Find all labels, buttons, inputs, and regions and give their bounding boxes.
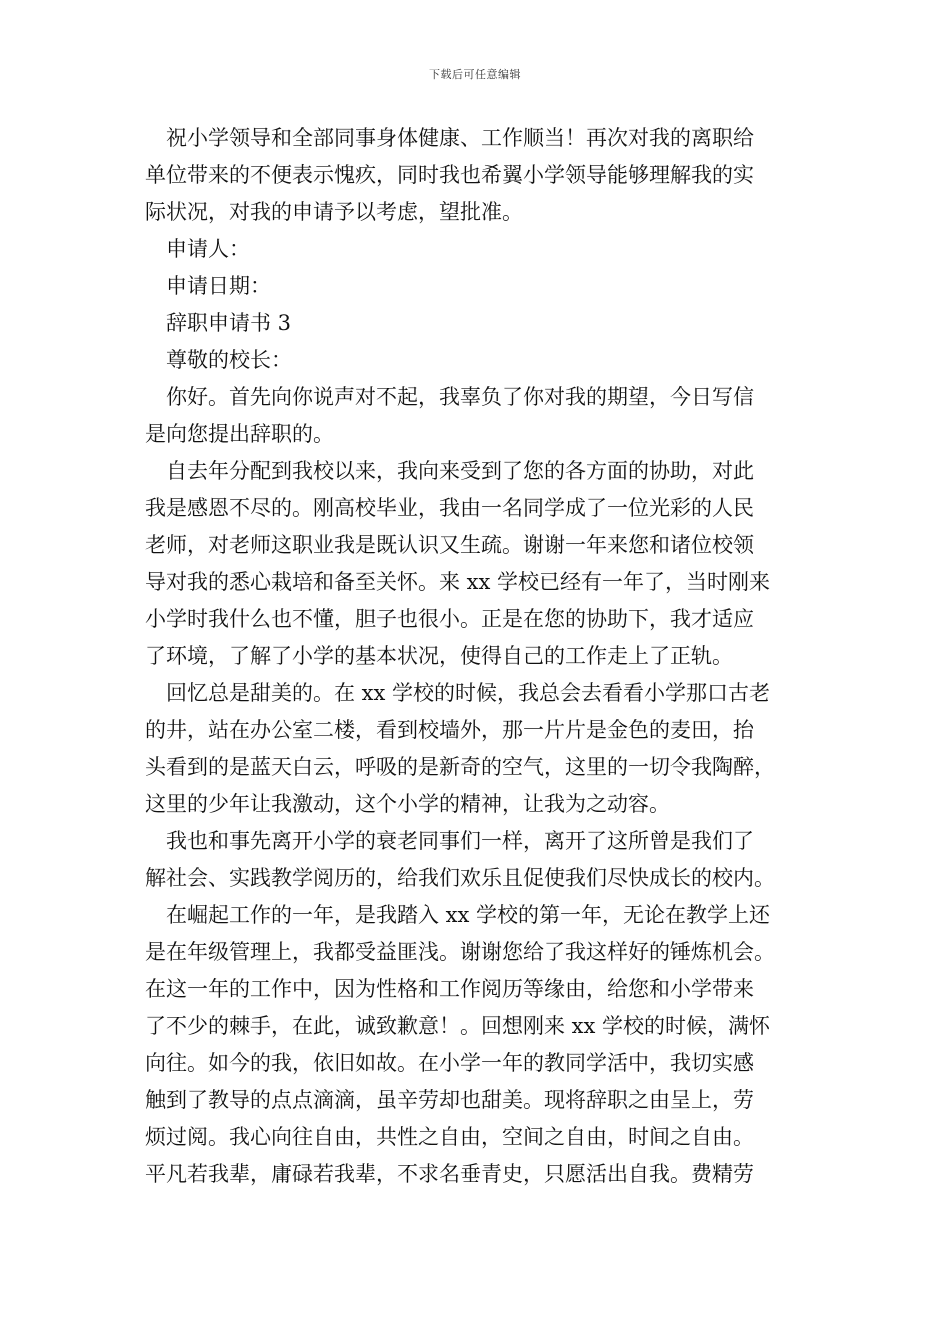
text-line: 的井，站在办公室二楼，看到校墙外，那一片片是金色的麦田，抬	[145, 718, 754, 742]
text-line: 我也和事先离开小学的衰老同事们一样，离开了这所曾是我们了	[166, 829, 754, 853]
text-line: 是向您提出辞职的。	[145, 422, 334, 446]
text-line: 导对我的悉心栽培和备至关怀。来 xx 学校已经有一年了，当时刚来	[145, 570, 771, 594]
application-date-label: 申请日期：	[166, 274, 271, 298]
text-line: 头看到的是蓝天白云，呼吸的是新奇的空气，这里的一切令我陶醉，	[145, 755, 775, 779]
text-line: 祝小学领导和全部同事身体健康、工作顺当！再次对我的离职给	[166, 126, 754, 150]
text-line: 解社会、实践教学阅历的，给我们欢乐且促使我们尽快成长的校内。	[145, 866, 775, 890]
text-line: 小学时我什么也不懂，胆子也很小。正是在您的协助下，我才适应	[145, 607, 754, 631]
text-line: 是在年级管理上，我都受益匪浅。谢谢您给了我这样好的锤炼机会。	[145, 940, 775, 964]
text-line: 触到了教导的点点滴滴，虽辛劳却也甜美。现将辞职之由呈上，劳	[145, 1088, 754, 1112]
text-line: 老师，对老师这职业我是既认识又生疏。谢谢一年来您和诸位校领	[145, 533, 754, 557]
text-line: 烦过阅。我心向往自由，共性之自由，空间之自由，时间之自由。	[145, 1125, 754, 1149]
document-body	[145, 120, 810, 1193]
text-line: 自去年分配到我校以来，我向来受到了您的各方面的协助，对此	[166, 459, 754, 483]
text-line: 这里的少年让我激动，这个小学的精神，让我为之动容。	[145, 792, 670, 816]
section-title: 辞职申请书 3	[166, 311, 292, 335]
text-line: 了环境，了解了小学的基本状况，使得自己的工作走上了正轨。	[145, 644, 733, 668]
text-line: 你好。首先向你说声对不起，我辜负了你对我的期望，今日写信	[166, 385, 754, 409]
page-header: 下载后可任意编辑	[429, 68, 521, 81]
text-line: 回忆总是甜美的。在 xx 学校的时候，我总会去看看小学那口古老	[166, 681, 771, 705]
text-line: 单位带来的不便表示愧疚，同时我也希翼小学领导能够理解我的实	[145, 163, 754, 187]
text-line: 向往。如今的我，依旧如故。在小学一年的教同学活中，我切实感	[145, 1051, 754, 1075]
text-line: 在这一年的工作中，因为性格和工作阅历等缘由，给您和小学带来	[145, 977, 754, 1001]
text-line: 际状况，对我的申请予以考虑，望批准。	[145, 200, 523, 224]
text-line: 在崛起工作的一年，是我踏入 xx 学校的第一年，无论在教学上还	[166, 903, 771, 927]
text-line: 了不少的棘手，在此，诚致歉意！。回想刚来 xx 学校的时候，满怀	[145, 1014, 771, 1038]
text-line: 我是感恩不尽的。刚高校毕业，我由一名同学成了一位光彩的人民	[145, 496, 754, 520]
applicant-label: 申请人：	[166, 237, 250, 261]
salutation: 尊敬的校长：	[166, 348, 292, 372]
text-line: 平凡若我辈，庸碌若我辈，不求名垂青史，只愿活出自我。费精劳	[145, 1162, 754, 1186]
